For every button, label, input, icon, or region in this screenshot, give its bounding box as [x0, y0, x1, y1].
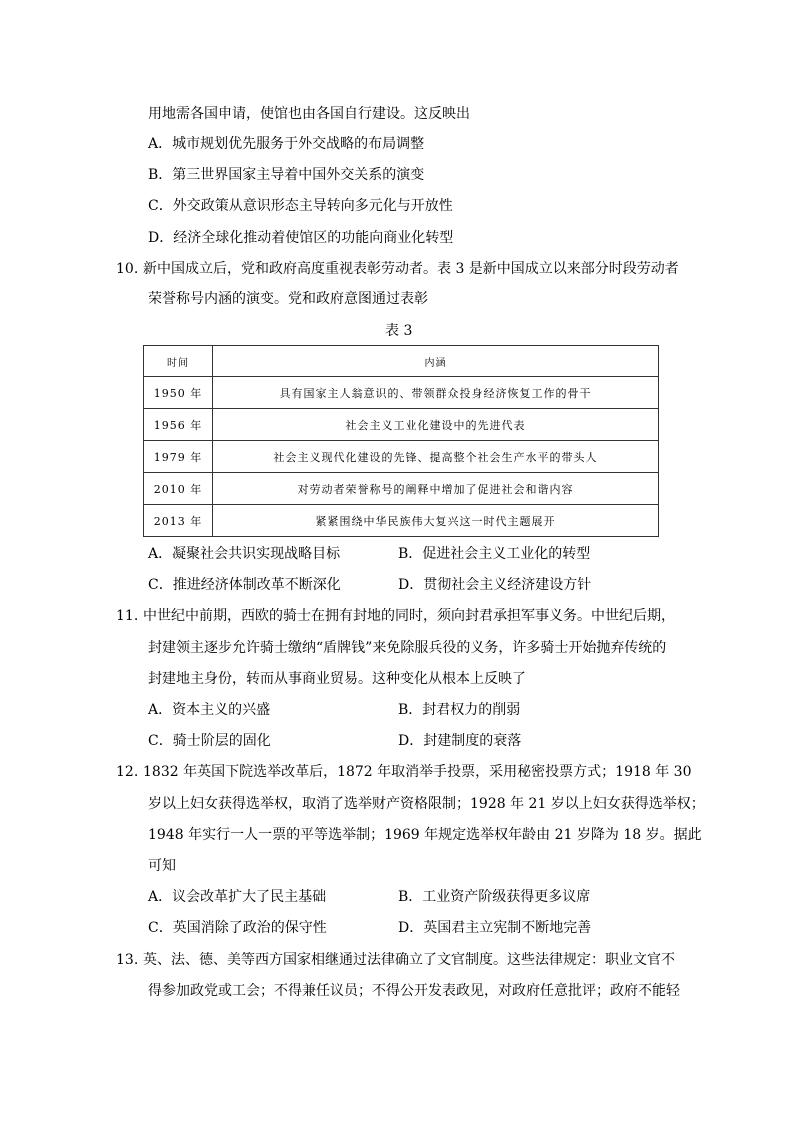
- table-cell-year: 1979 年: [144, 441, 213, 473]
- q12-option-c: C．英国消除了政治的保守性: [148, 920, 327, 936]
- q12-option-a: A．议会改革扩大了民主基础: [148, 889, 327, 905]
- q12-stem-line-3: 1948 年实行一人一票的平等选举制；1969 年规定选举权年龄由 21 岁降为 18 岁。据此: [148, 827, 702, 843]
- table-row: [144, 505, 659, 537]
- q12-stem-line-4: 可知: [148, 858, 176, 874]
- table-header-row: [144, 346, 659, 377]
- q11-stem-line-2: 封建领主逐步允许骑士缴纳“盾牌钱”来免除服兵役的义务，许多骑士开始抛弃传统的: [148, 640, 667, 656]
- table-row: [144, 473, 659, 505]
- table-cell-year: 1950 年: [144, 377, 213, 409]
- q10-option-d: D．贯彻社会主义经济建设方针: [398, 577, 592, 593]
- q9-option-b: B．第三世界国家主导着中国外交关系的演变: [148, 167, 425, 183]
- q12-option-b: B．工业资产阶级获得更多议席: [398, 889, 591, 905]
- table-cell-content: 社会主义现代化建设的先锋、提高整个社会生产水平的带头人: [213, 441, 659, 473]
- q11-stem-line-3: 封建地主身份，转而从事商业贸易。这种变化从根本上反映了: [148, 671, 526, 687]
- q11-stem-line-1: 中世纪中前期，西欧的骑士在拥有封地的同时，须向封君承担军事义务。中世纪后期，: [143, 608, 675, 624]
- q11-number: 11.: [116, 608, 139, 624]
- table-cell-content: 对劳动者荣誉称号的阐释中增加了促进社会和谐内容: [213, 473, 659, 505]
- q11-option-c: C．骑士阶层的固化: [148, 733, 271, 749]
- table-row: [144, 377, 659, 409]
- q12-option-d: D．英国君主立宪制不断地完善: [398, 920, 592, 936]
- table-caption: 表 3: [385, 323, 413, 339]
- q12-number: 12.: [116, 764, 139, 780]
- q9-option-d: D．经济全球化推动着使馆区的功能向商业化转型: [148, 230, 454, 246]
- q13-stem-line-1: 英、法、德、美等西方国家相继通过法律确立了文官制度。这些法律规定：职业文官不: [143, 952, 675, 968]
- table-3: [143, 345, 659, 537]
- q10-option-b: B．促进社会主义工业化的转型: [398, 546, 591, 562]
- q9-stem-line: 用地需各国申请，使馆也由各国自行建设。这反映出: [148, 106, 470, 122]
- table-cell-year: 2013 年: [144, 505, 213, 537]
- table-cell-year: 1956 年: [144, 409, 213, 441]
- table-cell-content: 具有国家主人翁意识的、带领群众投身经济恢复工作的骨干: [213, 377, 659, 409]
- table-row: [144, 441, 659, 473]
- q10-option-c: C．推进经济体制改革不断深化: [148, 577, 341, 593]
- q12-stem-line-1: 1832 年英国下院选举改革后，1872 年取消举手投票，采用秘密投票方式；1918 年 30: [143, 764, 692, 780]
- q11-option-a: A．资本主义的兴盛: [148, 702, 271, 718]
- q11-option-d: D．封建制度的衰落: [398, 733, 522, 749]
- q10-stem-line-1: 新中国成立后，党和政府高度重视表彰劳动者。表 3 是新中国成立以来部分时段劳动者: [143, 261, 679, 277]
- q11-option-b: B．封君权力的削弱: [398, 702, 521, 718]
- q9-option-a: A．城市规划优先服务于外交战略的布局调整: [148, 136, 425, 152]
- q13-stem-line-2: 得参加政党或工会；不得兼任议员；不得公开发表政见，对政府任意批评；政府不能轻: [148, 983, 680, 999]
- table-header-time: 时间: [144, 346, 213, 377]
- table-cell-year: 2010 年: [144, 473, 213, 505]
- q9-option-c: C．外交政策从意识形态主导转向多元化与开放性: [148, 198, 453, 214]
- table-header-content: 内涵: [213, 346, 659, 377]
- q13-number: 13.: [116, 952, 139, 968]
- q12-stem-line-2: 岁以上妇女获得选举权，取消了选举财产资格限制；1928 年 21 岁以上妇女获得选举权；: [148, 796, 705, 812]
- table-row: [144, 409, 659, 441]
- q10-stem-line-2: 荣誉称号内涵的演变。党和政府意图通过表彰: [148, 291, 428, 307]
- table-cell-content: 社会主义工业化建设中的先进代表: [213, 409, 659, 441]
- q10-option-a: A．凝聚社会共识实现战略目标: [148, 546, 341, 562]
- table-cell-content: 紧紧围绕中华民族伟大复兴这一时代主题展开: [213, 505, 659, 537]
- q10-number: 10.: [116, 261, 139, 277]
